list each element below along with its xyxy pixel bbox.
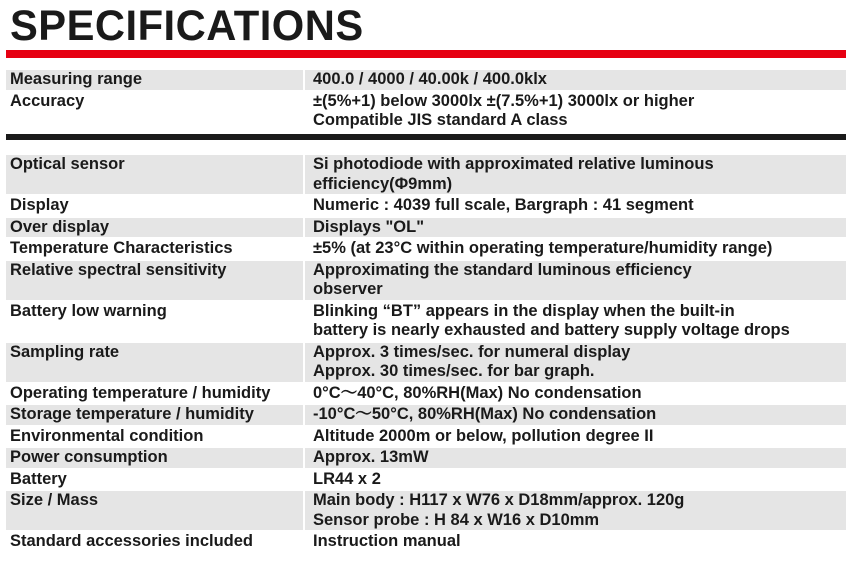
spec-value-line: Compatible JIS standard A class [313, 111, 568, 129]
spec-value [305, 196, 846, 216]
spec-value-line: Main body : H117 x W76 x D18mm/approx. 120g [313, 491, 685, 509]
spec-value-line: Altitude 2000m or below, pollution degree II [313, 426, 654, 445]
spec-row-environmental-condition [6, 427, 846, 447]
spec-row-storage-temperature [6, 405, 846, 425]
spec-row-battery [6, 470, 846, 490]
spec-value-line: Approx. 13mW [313, 448, 429, 466]
spec-label: Power consumption [6, 448, 303, 468]
spec-row-relative-spectral-sensitivity [6, 261, 846, 300]
spec-value-line: battery is nearly exhausted and battery supply voltage drops [313, 321, 790, 339]
spec-table-general [6, 155, 846, 554]
spec-label: Measuring range [6, 70, 303, 90]
spec-value [305, 239, 846, 259]
section-divider-rule [6, 134, 846, 140]
spec-label: Storage temperature / humidity [6, 405, 303, 425]
spec-label: Battery low warning [6, 302, 303, 341]
spec-value-line: Si photodiode with approximated relative luminous [313, 155, 714, 173]
spec-value-line: LR44 x 2 [313, 469, 381, 488]
spec-value [305, 448, 846, 468]
spec-value [305, 405, 846, 425]
spec-value-line: observer [313, 280, 383, 298]
spec-value-line: Approximating the standard luminous efficiency [313, 260, 692, 279]
spec-row-size-mass [6, 491, 846, 530]
spec-value-line: Approx. 3 times/sec. for numeral display [313, 342, 631, 361]
spec-value-line: -10°C～50°C, 80%RH(Max) No condensation [313, 405, 657, 423]
spec-label: Accuracy [6, 92, 303, 131]
spec-row-measuring-range [6, 70, 846, 90]
spec-label: Sampling rate [6, 343, 303, 382]
spec-row-accuracy [6, 92, 846, 131]
spec-value [305, 470, 846, 490]
spec-label: Battery [6, 470, 303, 490]
spec-value [305, 343, 846, 382]
spec-value [305, 532, 846, 552]
title-underline-rule [6, 50, 846, 58]
spec-value [305, 491, 846, 530]
spec-value-line: Approx. 30 times/sec. for bar graph. [313, 362, 595, 380]
spec-value-line: 0°C～40°C, 80%RH(Max) No condensation [313, 383, 642, 402]
spec-value [305, 92, 846, 131]
spec-table-measurement [6, 70, 846, 133]
spec-value [305, 218, 846, 238]
spec-value-line: ±5% (at 23°C within operating temperature/humidity range) [313, 239, 773, 257]
spec-value-line: ±(5%+1) below 3000lx ±(7.5%+1) 3000lx or higher [313, 91, 695, 110]
spec-row-display [6, 196, 846, 216]
spec-value [305, 302, 846, 341]
spec-value-line: Numeric : 4039 full scale, Bargraph : 41 segment [313, 196, 694, 214]
spec-row-battery-low-warning [6, 302, 846, 341]
spec-label: Over display [6, 218, 303, 238]
spec-value [305, 155, 846, 194]
spec-value-line: Instruction manual [313, 532, 461, 550]
spec-label: Temperature Characteristics [6, 239, 303, 259]
spec-label: Environmental condition [6, 427, 303, 447]
spec-row-temperature-characteristics [6, 239, 846, 259]
spec-row-power-consumption [6, 448, 846, 468]
spec-value [305, 70, 846, 90]
spec-label: Operating temperature / humidity [6, 384, 303, 404]
spec-row-standard-accessories [6, 532, 846, 552]
spec-row-operating-temperature [6, 384, 846, 404]
spec-row-over-display [6, 218, 846, 238]
spec-value [305, 427, 846, 447]
spec-value-line: 400.0 / 4000 / 40.00k / 400.0klx [313, 70, 547, 88]
spec-value-line: efficiency(Φ9mm) [313, 174, 453, 193]
spec-row-optical-sensor [6, 155, 846, 194]
spec-label: Optical sensor [6, 155, 303, 194]
page-title: SPECIFICATIONS [10, 2, 364, 50]
spec-label: Size / Mass [6, 491, 303, 530]
spec-value [305, 384, 846, 404]
spec-label: Relative spectral sensitivity [6, 261, 303, 300]
spec-value-line: Sensor probe : H 84 x W16 x D10mm [313, 510, 600, 529]
spec-value-line: Displays "OL" [313, 217, 425, 236]
spec-label: Standard accessories included [6, 532, 303, 552]
spec-value-line: Blinking “BT” appears in the display when the built-in [313, 301, 735, 320]
spec-value [305, 261, 846, 300]
spec-row-sampling-rate [6, 343, 846, 382]
spec-label: Display [6, 196, 303, 216]
